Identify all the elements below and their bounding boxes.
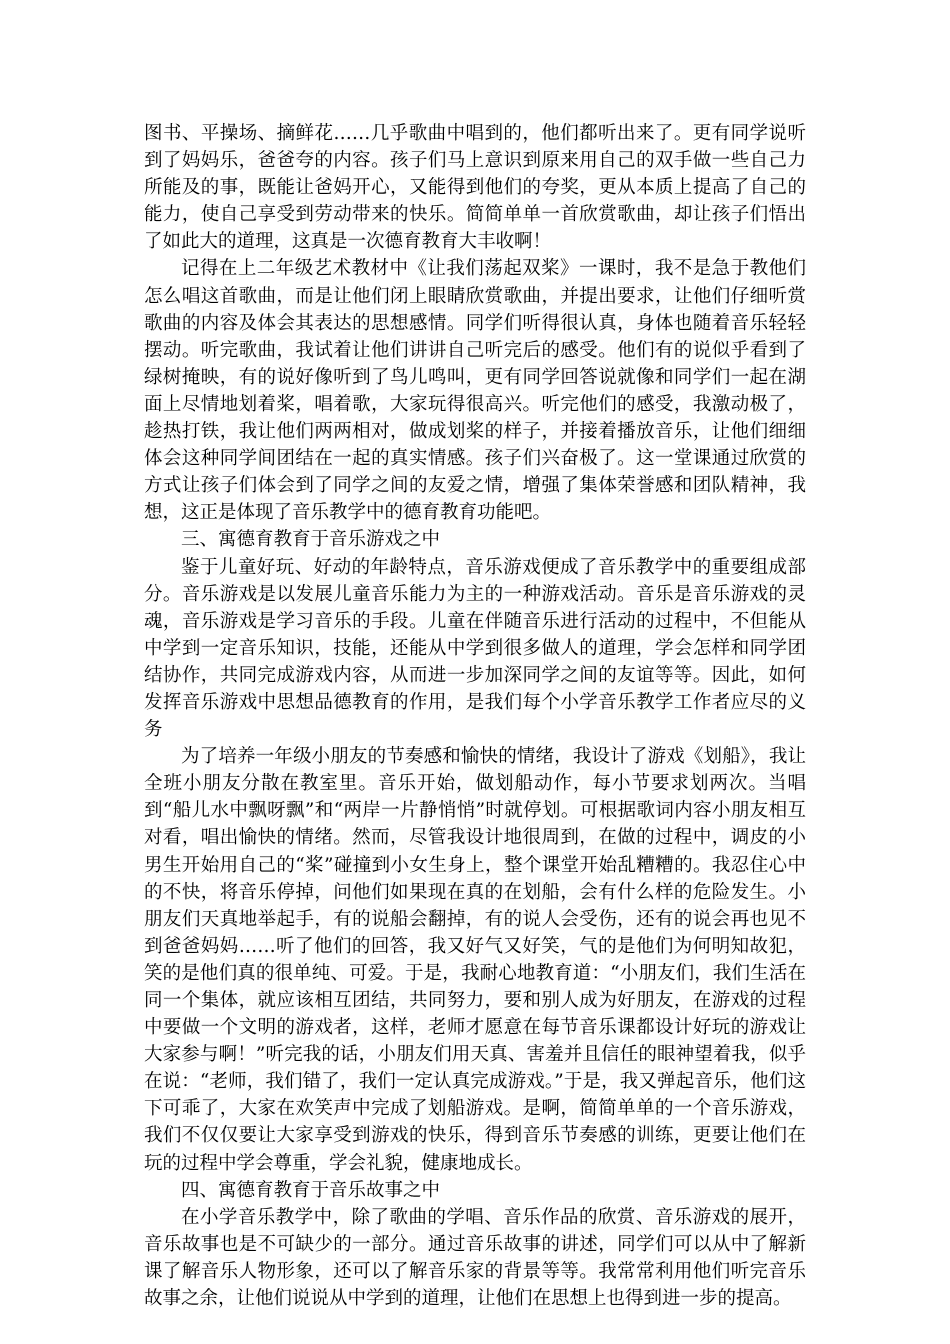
paragraph-appreciation-lesson: 记得在上二年级艺术教材中《让我们荡起双桨》一课时，我不是急于教他们怎么唱这首歌曲，而是让他们闭上眼睛欣赏歌曲，并提出要求，让他们仔细听赏歌曲的内容及体会其表达的思想感情。同学们听得很认真，身体也随着音乐轻轻摆动。听完歌曲，我试着让他们讲讲自己听完后的感受。他们有的说似乎看到了绿树掩映，有的说好像听到了鸟儿鸣叫，更有同学回答说就像和同学们一起在湖面上尽情地划着桨，唱着歌，大家玩得很高兴。听完他们的感受，我激动极了，趁热打铁，我让他们两两相对，做成划桨的样子，并接着播放音乐，让他们细细体会这种同学间团结在一起的真实情感。孩子们兴奋极了。这一堂课通过欣赏的方式让孩子们体会到了同学之间的友爱之情，增强了集体荣誉感和团队精神，我想，这正是体现了音乐教学中的德育教育功能吧。 xyxy=(144,258,806,524)
paragraph-music-stories: 在小学音乐教学中，除了歌曲的学唱、音乐作品的欣赏、音乐游戏的展开，音乐故事也是不可缺少的一部分。通过音乐故事的讲述，同学们可以从中了解新课了解音乐人物形象，还可以了解音乐家的背景等等。我常常利用他们听完音乐故事之余，让他们说说从中学到的道理，让他们在思想上也得到进一步的提高。 xyxy=(144,1206,806,1310)
section-heading-music-games: 三、寓德育教育于音乐游戏之中 xyxy=(181,529,441,551)
document-body xyxy=(144,120,806,1312)
paragraph-music-games-intro: 鉴于儿童好玩、好动的年龄特点，音乐游戏便成了音乐教学中的重要组成部分。音乐游戏是以发展儿童音乐能力为主的一种游戏活动。音乐是音乐游戏的灵魂，音乐游戏是学习音乐的手段。儿童在伴随音乐进行活动的过程中，不但能从中学到一定音乐知识，技能，还能从中学到很多做人的道理，学会怎样和同学团结协作，共同完成游戏内容，从而进一步加深同学之间的友谊等等。因此，如何发挥音乐游戏中思想品德教育的作用，是我们每个小学音乐教学工作者应尽的义务 xyxy=(144,556,806,741)
paragraph-continuation: 图书、平操场、摘鲜花……几乎歌曲中唱到的，他们都听出来了。更有同学说听到了妈妈乐，爸爸夸的内容。孩子们马上意识到原来用自己的双手做一些自己力所能及的事，既能让爸妈开心，又能得到他们的夸奖，更从本质上提高了自己的能力，使自己享受到劳动带来的快乐。简简单单一首欣赏歌曲，却让孩子们悟出了如此大的道理，这真是一次德育教育大丰收啊！ xyxy=(144,123,806,253)
paragraph-rowing-game: 为了培养一年级小朋友的节奏感和愉快的情绪，我设计了游戏《划船》，我让全班小朋友分散在教室里。音乐开始，做划船动作，每小节要求划两次。当唱到“船儿水中飘呀飘”和“两岸一片静悄悄”时就停划。可根据歌词内容小朋友相互对看，唱出愉快的情绪。然而，尽管我设计地很周到，在做的过程中，调皮的小男生开始用自己的“桨”碰撞到小女生身上，整个课堂开始乱糟糟的。我忍住心中的不快，将音乐停掉，问他们如果现在真的在划船，会有什么样的危险发生。小朋友们天真地举起手，有的说船会翻掉，有的说人会受伤，还有的说会再也见不到爸爸妈妈……听了他们的回答，我又好气又好笑，气的是他们为何明知故犯，笑的是他们真的很单纯、可爱。于是，我耐心地教育道：“小朋友们，我们生活在同一个集体，就应该相互团结，共同努力，要和别人成为好朋友，在游戏的过程中要做一个文明的游戏者，这样，老师才愿意在每节音乐课都设计好玩的游戏让大家参与啊！”听完我的话，小朋友们用天真、害羞并且信任的眼神望着我，似乎在说：“老师，我们错了，我们一定认真完成游戏。”于是，我又弹起音乐，他们这下可乖了，大家在欢笑声中完成了划船游戏。是啊，简简单单的一个音乐游戏，我们不仅仅要让大家享受到游戏的快乐，得到音乐节奏感的训练，更要让他们在玩的过程中学会尊重，学会礼貌，健康地成长。 xyxy=(144,746,806,1174)
section-heading-music-stories: 四、寓德育教育于音乐故事之中 xyxy=(181,1179,441,1201)
